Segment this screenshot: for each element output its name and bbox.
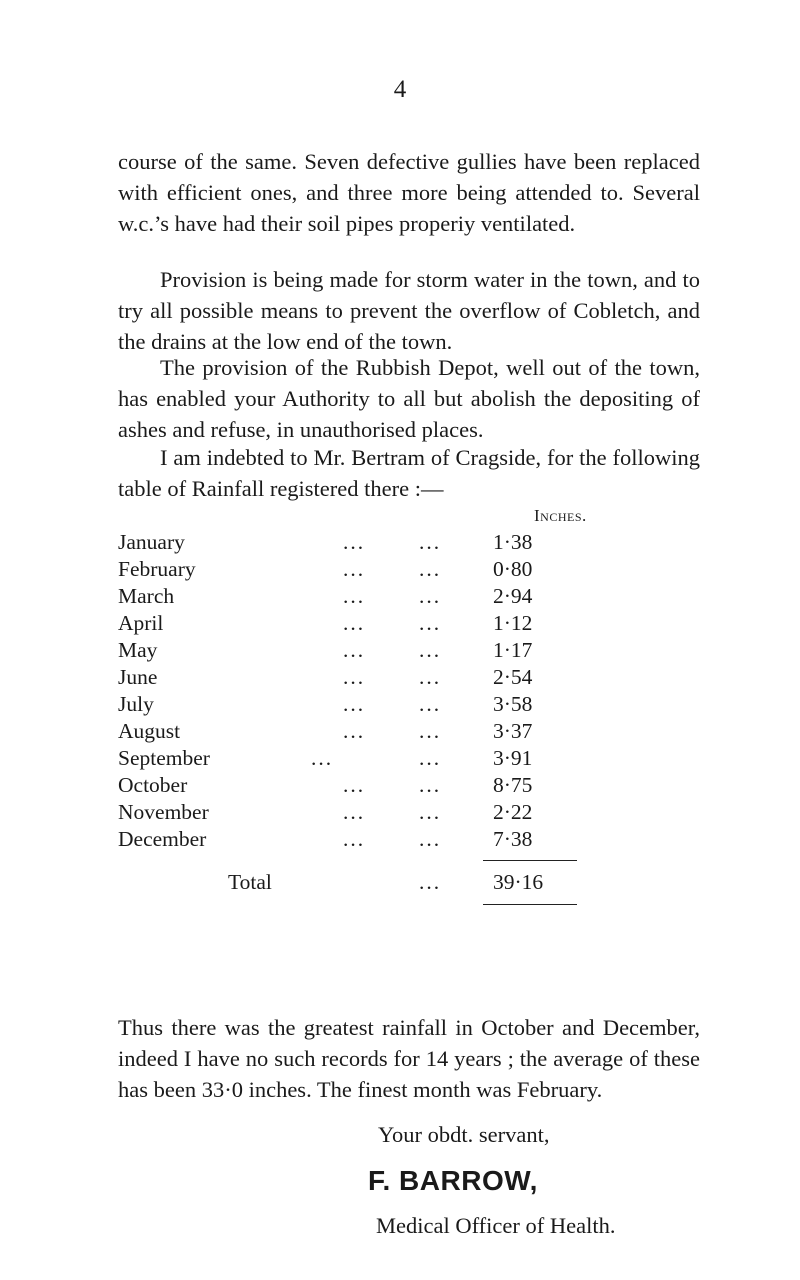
- month-label: September: [118, 746, 210, 770]
- dot-leader: ...: [343, 800, 366, 824]
- dot-leader: ...: [343, 611, 366, 635]
- month-label: June: [118, 665, 158, 689]
- dot-leader: ...: [419, 870, 442, 894]
- paragraph-conclusion: Thus there was the greatest rainfall in October and December, indeed I have no such records for 14 years ; the average of these has been 33·0 inches. The finest month was February.: [118, 1015, 700, 1102]
- month-label: November: [118, 800, 209, 824]
- dot-leader: ...: [343, 557, 366, 581]
- dot-leader: ...: [419, 692, 442, 716]
- month-label: April: [118, 611, 164, 635]
- closing-salutation: Your obdt. servant,: [378, 1122, 550, 1147]
- rainfall-value: 2·54: [493, 665, 533, 689]
- dot-leader: ...: [343, 827, 366, 851]
- month-label: December: [118, 827, 207, 851]
- total-rule-top: [483, 860, 577, 861]
- dot-leader: ...: [419, 800, 442, 824]
- rainfall-value: 0·80: [493, 557, 533, 581]
- month-label: October: [118, 773, 188, 797]
- rainfall-value: 3·37: [493, 719, 533, 743]
- paragraph-gullies: course of the same. Seven defective gullies have been replaced with efficient ones, and three more being attended to. Several w.c.’s have had their soil pipes properiy ventilated.: [118, 149, 700, 236]
- table-row: [118, 800, 700, 825]
- dot-leader: ...: [419, 557, 442, 581]
- table-row: [118, 692, 700, 717]
- month-label: May: [118, 638, 158, 662]
- rainfall-value: 8·75: [493, 773, 533, 797]
- dot-leader: ...: [343, 692, 366, 716]
- dot-leader: ...: [419, 827, 442, 851]
- dot-leader: ...: [419, 665, 442, 689]
- rainfall-value: 1·17: [493, 638, 533, 662]
- dot-leader: ...: [343, 665, 366, 689]
- paragraph-rubbish-depot: The provision of the Rubbish Depot, well out of the town, has enabled your Authority to all but abolish the depositing of ashes and refuse, in unauthorised places.: [118, 355, 700, 442]
- table-row: [118, 611, 700, 636]
- month-label: August: [118, 719, 181, 743]
- table-row: [118, 773, 700, 798]
- month-label: July: [118, 692, 154, 716]
- dot-leader: ...: [419, 773, 442, 797]
- rainfall-value: 1·38: [493, 530, 533, 554]
- dot-leader: ...: [419, 584, 442, 608]
- dot-leader: ...: [419, 611, 442, 635]
- dot-leader: ...: [419, 530, 442, 554]
- page-number: 4: [393, 76, 407, 103]
- paragraph-rainfall-intro: I am indebted to Mr. Bertram of Cragside, for the following table of Rainfall registered there :—: [118, 445, 700, 501]
- total-value: 39·16: [493, 870, 544, 894]
- dot-leader: ...: [311, 746, 334, 770]
- month-label: January: [118, 530, 185, 554]
- rainfall-value: 2·94: [493, 584, 533, 608]
- month-label: March: [118, 584, 175, 608]
- signature-name: F. BARROW,: [368, 1165, 538, 1196]
- table-row: [118, 719, 700, 744]
- total-label: Total: [228, 870, 272, 894]
- table-row: [118, 827, 700, 852]
- table-row: [118, 665, 700, 690]
- dot-leader: ...: [419, 746, 442, 770]
- dot-leader: ...: [343, 584, 366, 608]
- rainfall-value: 3·58: [493, 692, 533, 716]
- dot-leader: ...: [343, 773, 366, 797]
- table-row: [118, 584, 700, 609]
- rainfall-value: 7·38: [493, 827, 533, 851]
- total-rule-bottom: [483, 904, 577, 905]
- month-label: February: [118, 557, 196, 581]
- rainfall-value: 3·91: [493, 746, 533, 770]
- dot-leader: ...: [419, 719, 442, 743]
- table-row: [118, 557, 700, 582]
- table-row: [118, 530, 700, 555]
- dot-leader: ...: [343, 719, 366, 743]
- signatory-title: Medical Officer of Health.: [376, 1213, 616, 1238]
- dot-leader: ...: [343, 530, 366, 554]
- inches-column-heading: Inches.: [534, 506, 587, 525]
- rainfall-value: 1·12: [493, 611, 533, 635]
- table-row: [118, 638, 700, 663]
- dot-leader: ...: [343, 638, 366, 662]
- paragraph-storm-water: Provision is being made for storm water in the town, and to try all possible means to prevent the overflow of Cobletch, and the drains at the low end of the town.: [118, 267, 700, 354]
- rainfall-value: 2·22: [493, 800, 533, 824]
- dot-leader: ...: [419, 638, 442, 662]
- table-row: [118, 746, 700, 771]
